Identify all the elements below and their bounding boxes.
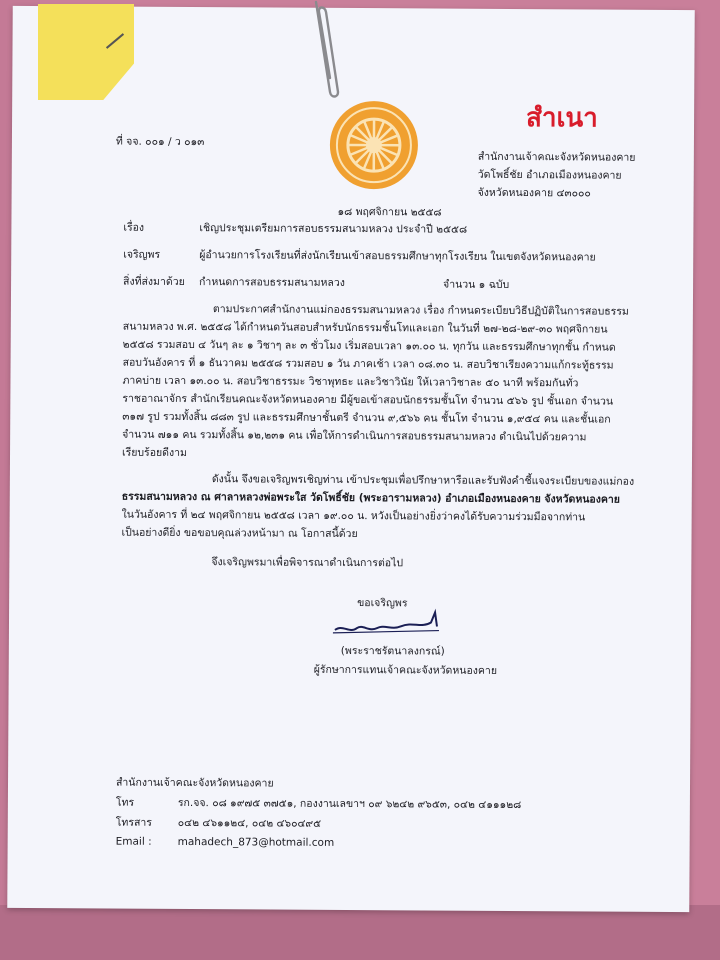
footer-email: mahadech_873@hotmail.com (177, 835, 335, 849)
footer-phone: รก.จจ. ๐๘ ๑๙๗๕ ๓๗๕๑, กองงานเลขาฯ ๐๙ ๖๒๔๒ ๙๖๕๓, ๐๔๒ ๔๑๑๑๒๘ (177, 796, 522, 812)
enclosure-text: กำหนดการสอบธรรมสนามหลวง (199, 276, 345, 289)
footer-fax: ๐๔๒ ๔๖๑๑๒๔, ๐๔๒ ๔๖๐๔๙๕ (177, 816, 322, 830)
paragraph-1-line: ตามประกาศสำนักงานแม่กองธรรมสนามหลวง เรื่อง กำหนดระเบียบวิธีปฏิบัติในการสอบธรรม (212, 303, 629, 318)
paragraph-1-line: เรียบร้อยดีงาม (121, 446, 187, 459)
enclosure-label: สิ่งที่ส่งมาด้วย (123, 275, 185, 288)
letter-date: ๑๘ พฤศจิกายน ๒๕๕๘ (337, 205, 442, 219)
background-bottom (0, 905, 720, 960)
sender-line-1: สำนักงานเจ้าคณะจังหวัดหนองคาย (477, 150, 636, 164)
paragraph-1-line: สอบวันอังคาร ที่ ๑ ธันวาคม ๒๕๕๘ รวมสอบ ๑ วัน ภาคเช้า เวลา ๐๘.๓๐ น. สอบวิชาเรียงความแก้กระทู้ธรรม (122, 356, 614, 372)
signature (329, 604, 449, 641)
sender-line-2: วัดโพธิ์ชัย อำเภอเมืองหนองคาย (477, 168, 622, 182)
paperclip-icon (308, 0, 348, 100)
closing-request: จึงเจริญพรมาเพื่อพิจารณาดำเนินการต่อไป (211, 556, 404, 570)
paragraph-2-line: ดังนั้น จึงขอเจริญพรเชิญท่าน เข้าประชุมเพื่อปรึกษาหารือและรับฟังคำชี้แจงระเบียบของแม่กอง (211, 473, 635, 488)
subject-label: เรื่อง (123, 221, 145, 234)
paragraph-1-line: ภาคบ่าย เวลา ๑๓.๐๐ น. สอบวิชาธรรมะ วิชาพุทธะ และวิชาวินัย ให้เวลาวิชาละ ๕๐ นาที พร้อมกันทั่ว (122, 374, 579, 390)
footer-phone-label: โทร (115, 796, 135, 809)
letter-paper (7, 6, 694, 912)
addressee-label: เจริญพร (123, 248, 161, 261)
enclosure-quantity: จำนวน ๑ ฉบับ (443, 278, 510, 291)
addressee-text: ผู้อำนวยการโรงเรียนที่ส่งนักเรียนเข้าสอบธรรมศึกษาทุกโรงเรียน ในเขตจังหวัดหนองคาย (199, 249, 596, 264)
sender-line-3: จังหวัดหนองคาย ๔๓๐๐๐ (477, 186, 591, 200)
sticky-note-mark (106, 33, 124, 49)
paragraph-1-line: จำนวน ๗๑๑ คน รวมทั้งสิ้น ๑๒,๒๓๑ คน เพื่อให้การดำเนินการสอบธรรมสนามหลวง ดำเนินไปด้วยความ (122, 428, 587, 444)
footer-fax-label: โทรสาร (115, 816, 152, 829)
document-number: ที่ จจ. ๐๐๑ / ว ๐๑๓ (115, 135, 205, 149)
paragraph-1-line: ๒๕๕๘ รวมสอบ ๔ วันๆ ละ ๑ วิชาๆ ละ ๓ ชั่วโมง เริ่มสอบเวลา ๑๓.๐๐ น. ทุกวัน และธรรมศึกษาทุกชั้น กำหนด (122, 338, 616, 354)
paragraph-1-line: ๓๑๗ รูป รวมทั้งสิ้น ๘๘๓ รูป และธรรมศึกษาชั้นตรี จำนวน ๙,๕๖๖ คน ชั้นโท จำนวน ๑,๙๕๔ คน และชั้นเอก (122, 410, 611, 426)
footer-email-label: Email : (115, 835, 152, 848)
dharma-wheel-seal (328, 99, 421, 192)
paragraph-1-line: สนามหลวง พ.ศ. ๒๕๕๘ ได้กำหนดวันสอบสำหรับนักธรรมชั้นโทและเอก ในวันที่ ๒๗-๒๘-๒๙-๓๐ พฤศจิกายน (122, 320, 608, 336)
paragraph-1-line: ราชอาณาจักร สำนักเรียนคณะจังหวัดหนองคาย มีผู้ขอเข้าสอบนักธรรมชั้นโท จำนวน ๕๖๖ รูป ชั้นเอก จำนวน (122, 392, 614, 408)
signer-title: ผู้รักษาการแทนเจ้าคณะจังหวัดหนองคาย (313, 663, 498, 677)
signer-name: (พระราชรัตนาลงกรณ์) (340, 644, 445, 658)
paragraph-2-line: ธรรมสนามหลวง ณ ศาลาหลวงพ่อพระใส วัดโพธิ์ชัย (พระอารามหลวง) อำเภอเมืองหนองคาย จังหวัดหนองคาย (121, 490, 620, 506)
subject-text: เชิญประชุมเตรียมการสอบธรรมสนามหลวง ประจำปี ๒๕๕๘ (199, 222, 468, 236)
copy-stamp: สำเนา (525, 103, 598, 134)
closing-salutation: ขอเจริญพร (357, 597, 408, 610)
footer-office: สำนักงานเจ้าคณะจังหวัดหนองคาย (115, 776, 274, 790)
paragraph-2-line: เป็นอย่างดียิ่ง ขอขอบคุณล่วงหน้ามา ณ โอกาสนี้ด้วย (121, 526, 358, 541)
paragraph-2-line: ในวันอังคาร ที่ ๒๔ พฤศจิกายน ๒๕๕๘ เวลา ๑๙.๐๐ น. หวังเป็นอย่างยิ่งว่าคงได้รับความร่วมมือจากท่าน (121, 508, 586, 524)
